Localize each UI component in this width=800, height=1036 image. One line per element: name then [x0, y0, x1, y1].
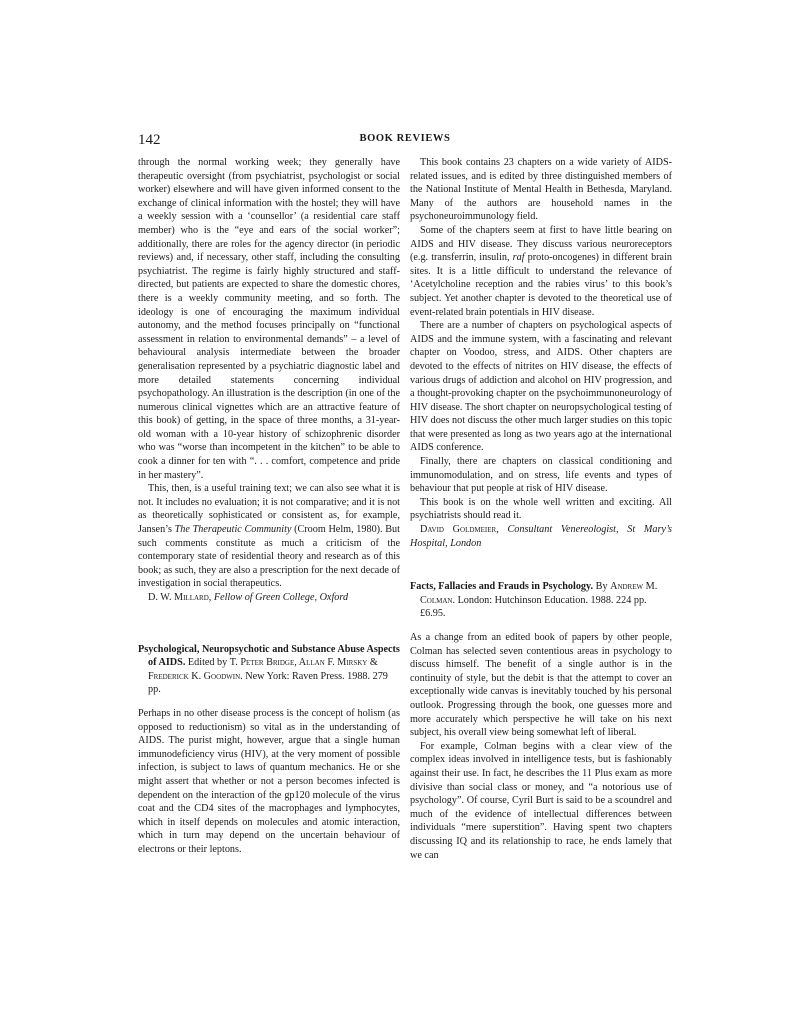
- paragraph: [138, 482, 400, 591]
- paragraph: through the normal working week; they generally have therapeutic oversight (from psychiatrist, psychologist or social worker) elsewhere and will have given informed consent to the exchange of clinical information with the hostel; they will have a weekly session with a ‘counsellor’ (a residential care staff member) who is the “eye and ears of the social worker”; additionally, there are roles for the agency director (in periodic reviews) and, if necessary, other staff, including the consulting psychiatrist. The regime is fairly highly structured and staff-directed, but patients are expected to share the domestic chores, there is a weekly community meeting, and so forth. The ideology is one of encouraging the maximum individual autonomy, and the method focuses principally on “functional assessment in relation to environmental demands” – a level of behavioural analysis intermediate between the broader generalisation represented by a psychiatric diagnostic label and more detailed statements concerning individual psychopathology. An illustration is the description (in one of the numerous clinical vignettes which are an attractive feature of this book) of getting, in the space of three months, a 31-year-old woman with a 10-year history of schizophrenic disorder who was “worse than incompetent in the kitchen” to be able to cook a dinner for ten with “. . . comfort, competence and pride in her mastery”.: [138, 157, 400, 481]
- editors-prefix: Edited by: [187, 657, 228, 669]
- gene-italic: raf: [512, 252, 525, 264]
- reviewer-signature: David Goldmeier, Consultant Venereologist, St Mary’s Hospital, London: [410, 524, 672, 549]
- book-title-italic: The Therapeutic Community: [174, 524, 292, 536]
- book-publisher: New York: Raven Press. 1988. 279 pp.: [148, 670, 388, 696]
- text-run: This, then, is a useful training text; we can also see what it is not. It includes no evaluation; it is not comparative; and it is not as theoretically sophisticated or consistent as, for example, Jansen’s: [138, 483, 400, 536]
- reviewer-affiliation: Fellow of Green College, Oxford: [213, 592, 349, 603]
- text-run: (Croom Helm, 1980). But such comments constitute as much a criticism of the contemporary state of residential theory and research as of this book; as such, they are also a prescription for the next decade of investigation in social therapeutics.: [138, 524, 400, 590]
- paragraph: Finally, there are chapters on classical conditioning and immunomodulation, and on stress, life events and types of behaviour that put people at risk of HIV disease.: [410, 456, 672, 495]
- reviewer-affiliation: Consultant Venereologist, St Mary’s Hospital, London: [410, 524, 672, 549]
- left-column: [138, 156, 400, 857]
- reviewer-signature: D. W. Millard, Fellow of Green College, Oxford: [148, 592, 349, 603]
- book-title: Facts, Fallacies and Frauds in Psychology.: [410, 581, 594, 593]
- page-header: [138, 132, 672, 150]
- book-editors: T. Peter Bridge, Allan F. Mirsky & Frederick K. Goodwin.: [148, 657, 378, 682]
- paragraph: For example, Colman begins with a clear view of the complex ideas involved in intelligence tests, but is fashionably against their use. In fact, he describes the 11 Plus exam as more divisive than social class or money, and “a notorious use of psychology”. Of course, Cyril Burt is said to be a scoundrel and much of the evidence of intellectual differences between individuals “mere superstition”. Having spent two chapters discussing IQ and its relationship to race, he ends lamely that we can: [410, 740, 672, 861]
- page-number: 142: [138, 132, 161, 148]
- book-title: Psychological, Neuropsychotic and Substance Abuse Aspects of AIDS.: [138, 643, 400, 669]
- right-column: [410, 156, 672, 862]
- reviewer-name: D. W. Millard: [148, 592, 209, 603]
- reviewer-name: David Goldmeier: [420, 524, 497, 536]
- review-heading: [410, 580, 672, 621]
- paragraph: There are a number of chapters on psychological aspects of AIDS and the immune system, with a fascinating and relevant chapter on Voodoo, stress, and AIDS. Other chapters are devoted to the effects of nitrites on HIV disease, the effects of various drugs of addiction and alcohol on HIV progression, and a thought-provoking chapter on the psychoimmunoneurology of HIV disease. The short chapter on neuropsychological testing of HIV does not discuss the other much larger studies on this topic that were presented as long as two years ago at the international AIDS conference.: [410, 320, 672, 454]
- text-run: Some of the chapters seem at first to have little bearing on AIDS and HIV disease. They discuss various neuroreceptors (e.g. transferrin, insulin,: [410, 224, 672, 264]
- paragraph: This book contains 23 chapters on a wide variety of AIDS-related issues, and is edited by three distinguished members of the National Institute of Mental Health in Bethesda, Maryland. Many of the authors are household names in the psychoneuroimmunology field.: [410, 157, 672, 223]
- text-run: proto-oncogenes) in different brain sites. It is a little difficult to understand the relevance of ‘Acetylcholine reception and the rabies virus’ to this book’s subject. Yet another chapter is devoted to the theoretical use of event-related brain potentials in HIV disease.: [410, 252, 673, 318]
- paragraph: [410, 224, 672, 319]
- running-head: BOOK REVIEWS: [359, 133, 451, 144]
- book-publisher: London: Hutchinson Education. 1988. 224 pp. £6.95.: [420, 594, 647, 620]
- review-heading: [138, 643, 400, 697]
- paragraph: As a change from an edited book of papers by other people, Colman has selected seven contentious areas in psychology to discuss himself. The benefit of a single author is in the continuity of style, but the debit is that the attempt to cover an exceptionally wide canvas is inevitably touched by his personal outlook. Progressing through the book, one guesses more and more accurately which perspective he will take on his next subject, his overall view being somewhat left of liberal.: [410, 632, 672, 739]
- paragraph: This book is on the whole well written and exciting. All psychiatrists should read it.: [410, 496, 672, 522]
- paragraph: Perhaps in no other disease process is the concept of holism (as opposed to reductionism) so vital as in the understanding of AIDS. The purist might, however, argue that a single human immunodeficiency virus (HIV), at the very moment of possible infection, is subject to laws of quantum mechanics. He or she might assert that whether or not a person becomes infected is dependent on the interaction of the gp120 molecule of the virus coat and the CD4 sites of the macrophages and lymphocytes, which in itself depends on molecules and atomic interaction, which in turn may depend on the uncertain behaviour of electrons or their leptons.: [138, 707, 400, 855]
- book-author: Andrew M. Colman.: [420, 581, 658, 606]
- author-prefix: By: [595, 581, 608, 593]
